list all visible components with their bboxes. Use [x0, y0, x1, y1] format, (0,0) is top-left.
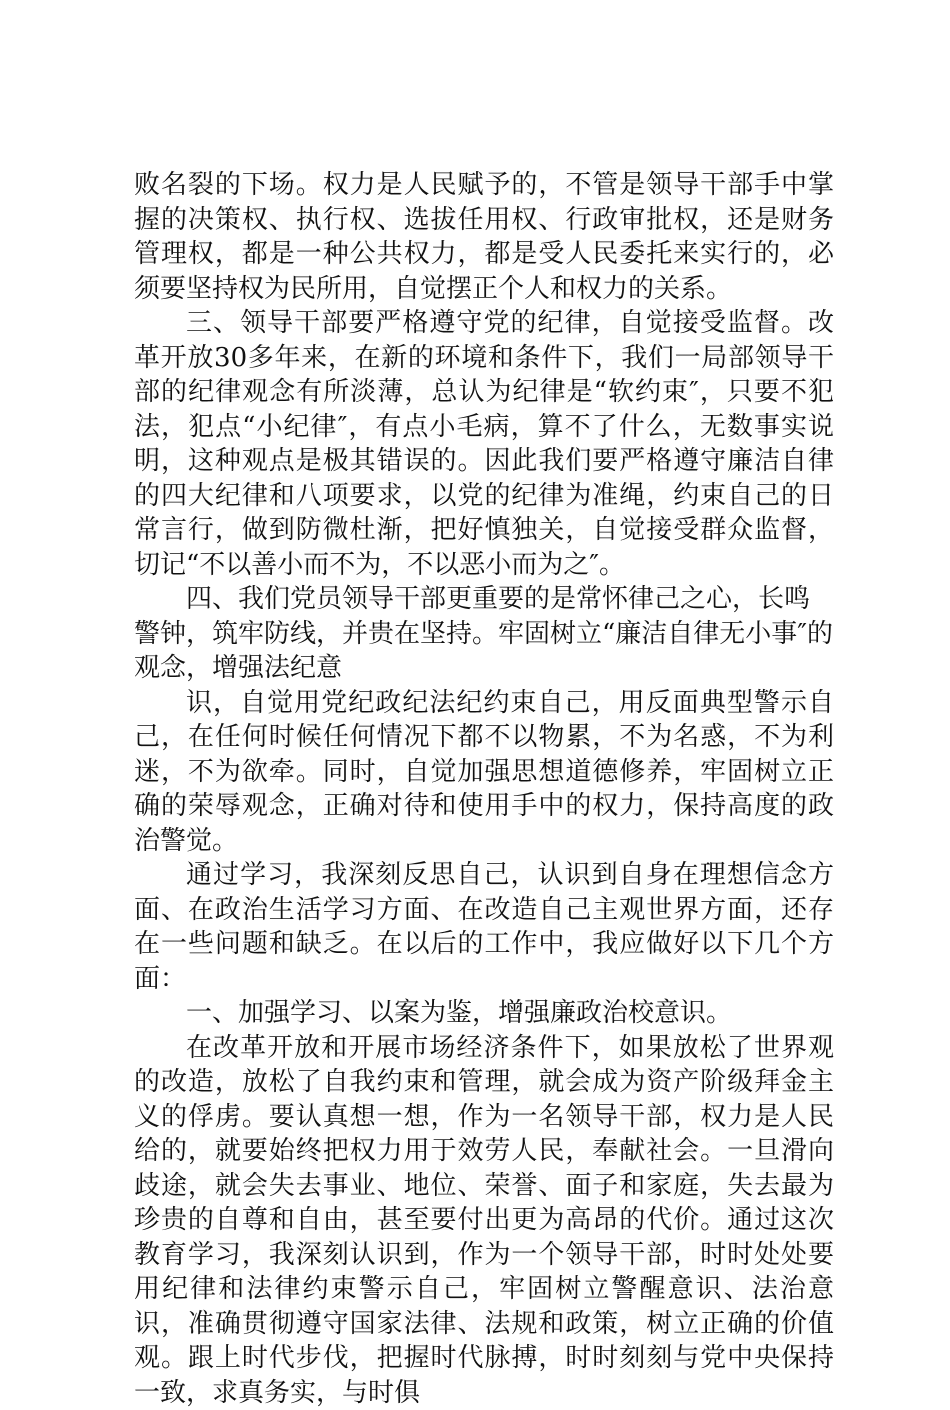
paragraph-body: 在改革开放和开展市场经济条件下，如果放松了世界观的改造，放松了自我约束和管理，就会成为资产阶级拜金主义的俘虏。要认真想一想，作为一名领导干部，权力是人民给的，就要始终把权力用于效劳人民，奉献社会。一旦滑向歧途，就会失去事业、地位、荣誉、面子和家庭，失去最为珍贵的自尊和自由，甚至要付出更为高昂的代价。通过这次教育学习，我深刻认识到，作为一个领导干部，时时处处要用纪律和法律约束警示自己，牢固树立警醒意识、法治意识，准确贯彻遵守国家法律、法规和政策，树立正确的价值观。跟上时代步伐，把握时代脉搏，时时刻刻与党中央保持一致，求真务实，与时俱	[134, 1031, 834, 1410]
paragraph-section-four: 四、我们党员领导干部更重要的是常怀律己之心，长鸣警钟，筑牢防线，并贵在坚持。牢固树立“廉洁自律无小事″的观念，增强法纪意	[134, 582, 834, 686]
paragraph-section-three: 三、领导干部要严格遵守党的纪律，自觉接受监督。改革开放30多年来，在新的环境和条件下，我们一局部领导干部的纪律观念有所淡薄，总认为纪律是“软约束″，只要不犯法，犯点“小纪律″，有点小毛病，算不了什么，无数事实说明，这种观点是极其错误的。因此我们要严格遵守廉洁自律的四大纪律和八项要求，以党的纪律为准绳，约束自己的日常言行，做到防微杜渐，把好慎独关，自觉接受群众监督，切记“不以善小而不为，不以恶小而为之″。	[134, 306, 834, 582]
document-body	[134, 168, 834, 1410]
paragraph-section-four-continued: 识，自觉用党纪政纪法纪约束自己，用反面典型警示自己，在任何时候任何情况下都不以物累，不为名惑，不为利迷，不为欲牵。同时，自觉加强思想道德修养，牢固树立正确的荣辱观念，正确对待和使用手中的权力，保持高度的政治警觉。	[134, 686, 834, 859]
paragraph-reflection: 通过学习，我深刻反思自己，认识到自身在理想信念方面、在政治生活学习方面、在改造自己主观世界方面，还存在一些问题和缺乏。在以后的工作中，我应做好以下几个方面：	[134, 858, 834, 996]
paragraph-continuation: 败名裂的下场。权力是人民赋予的，不管是领导干部手中掌握的决策权、执行权、选拔任用权、行政审批权，还是财务管理权，都是一种公共权力，都是受人民委托来实行的，必须要坚持权为民所用，自觉摆正个人和权力的关系。	[134, 168, 834, 306]
paragraph-heading-one: 一、加强学习、以案为鉴，增强廉政治校意识。	[134, 996, 834, 1031]
